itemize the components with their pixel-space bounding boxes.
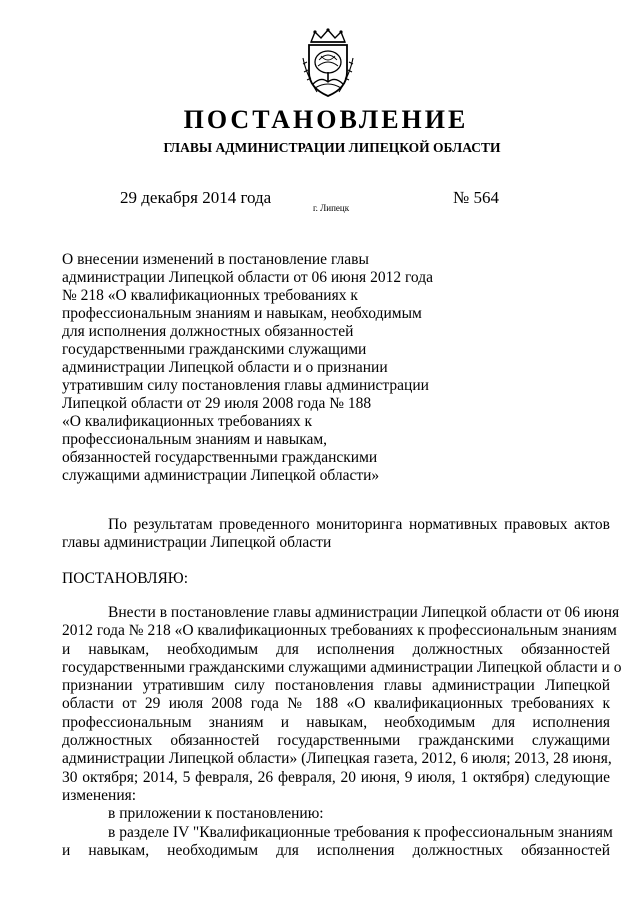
paragraph-line: По результатам проведенного мониторинга нормативных правовых актов	[108, 516, 610, 533]
subject-line: О внесении изменений в постановление главы	[62, 251, 369, 268]
paragraph-line: должностных обязанностей государственными гражданскими служащими	[62, 732, 610, 750]
paragraph-line: изменения:	[62, 786, 137, 804]
paragraph-line: государственными гражданскими служащими администрации Липецкой области и о	[62, 658, 622, 676]
subject-line: утратившим силу постановления главы администрации	[62, 377, 429, 394]
paragraph-line: профессиональным знаниям и навыкам, необходимым для исполнения	[62, 713, 610, 731]
preamble-paragraph	[62, 516, 610, 553]
subject-line: «О квалификационных требованиях к	[62, 413, 313, 430]
document-place: г. Липецк	[313, 203, 350, 213]
document-subtitle: ГЛАВЫ АДМИНИСТРАЦИИ ЛИПЕЦКОЙ ОБЛАСТИ	[163, 140, 501, 155]
subject-line: администрации Липецкой области и о признании	[62, 359, 388, 376]
paragraph-line: 2012 года № 218 «О квалификационных требованиях к профессиональным знаниям	[62, 622, 617, 640]
paragraph-line: в разделе IV "Квалификационные требования к профессиональным знаниям	[108, 823, 613, 841]
subject-line: обязанностей государственными гражданскими	[62, 449, 378, 466]
paragraph-line: 30 октября; 2014, 5 февраля, 26 февраля, 20 июня, 9 июля, 1 октября) следующие	[62, 768, 610, 786]
paragraph-line: и навыкам, необходимым для исполнения должностных обязанностей	[62, 640, 610, 658]
paragraph-line: главы администрации Липецкой области	[62, 534, 332, 552]
document-number: № 564	[453, 188, 499, 207]
subject-line: для исполнения должностных обязанностей	[62, 323, 354, 340]
paragraph-line: признании утратившим силу постановления главы администрации Липецкой	[62, 677, 610, 695]
paragraph-line: Внести в постановление главы администрации Липецкой области от 06 июня	[108, 604, 620, 621]
paragraph-line: и навыкам, необходимым для исполнения должностных обязанностей	[62, 841, 610, 859]
paragraph-line: области от 29 июля 2008 года № 188 «О квалификационных требованиях к	[62, 695, 610, 713]
subject-line: профессиональным знаниям и навыкам,	[62, 431, 328, 448]
paragraph-line: администрации Липецкой области» (Липецкая газета, 2012, 6 июля; 2013, 28 июня,	[62, 750, 612, 768]
document-date: 29 декабря 2014 года	[120, 188, 272, 207]
subject-line: профессиональным знаниям и навыкам, необходимым	[62, 305, 422, 322]
subject-line: государственными гражданскими служащими	[62, 341, 367, 358]
paragraph-line: в приложении к постановлению:	[108, 805, 324, 823]
decree-word: ПОСТАНОВЛЯЮ:	[62, 570, 189, 587]
subject-line: администрации Липецкой области от 06 июня 2012 года	[62, 269, 433, 286]
subject-line: № 218 «О квалификационных требованиях к	[62, 287, 358, 304]
main-paragraph	[62, 604, 622, 860]
document-subject-block	[62, 251, 442, 485]
document-title: ПОСТАНОВЛЕНИЕ	[183, 105, 469, 134]
coat-of-arms-emblem	[297, 28, 359, 100]
subject-line: Липецкой области от 29 июля 2008 года № 188	[62, 395, 372, 412]
subject-line: служащими администрации Липецкой области»	[62, 467, 380, 484]
